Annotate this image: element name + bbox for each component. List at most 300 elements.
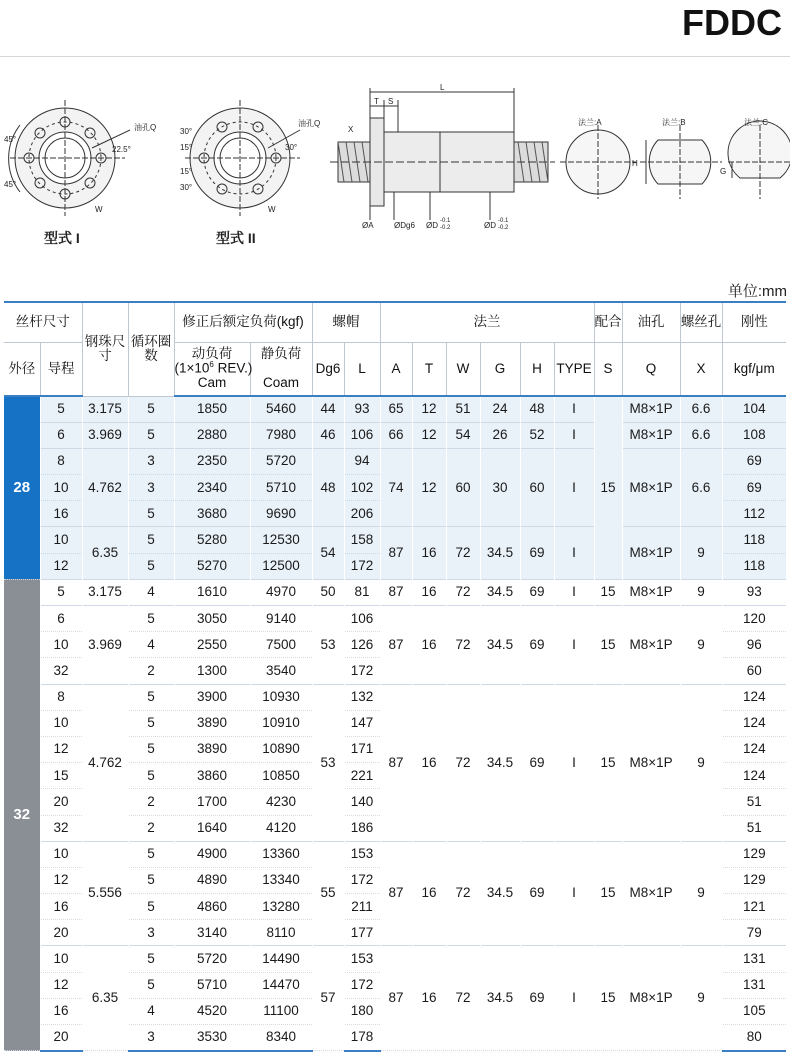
- cell-q: M8×1P: [622, 606, 680, 685]
- type2-angle-15a: 15°: [180, 143, 193, 152]
- cell-cam: 2550: [174, 632, 250, 658]
- type2-angle-30c: 30°: [285, 143, 298, 152]
- cell-w: 60: [446, 448, 480, 527]
- type1-label: 型式 I: [44, 230, 80, 246]
- cell-a: 87: [380, 606, 412, 685]
- cell-cam: 2340: [174, 475, 250, 501]
- cell-t: 16: [412, 606, 446, 685]
- cell-cam: 1610: [174, 579, 250, 605]
- cell-g: 34.5: [480, 946, 520, 1051]
- cell-w: 72: [446, 684, 480, 841]
- type1-w-label: W: [95, 205, 103, 214]
- cell-l: 132: [344, 684, 380, 710]
- cell-cam: 1300: [174, 658, 250, 684]
- cell-w: 72: [446, 606, 480, 685]
- th-lead: 导程: [40, 342, 82, 396]
- type1-angle-45a: 45°: [4, 135, 17, 144]
- cell-coam: 10910: [250, 710, 312, 736]
- cell-l: 172: [344, 553, 380, 579]
- cell-l: 178: [344, 1025, 380, 1051]
- th-dynamic: 动负荷 ($1\times 10^6$ REV.) Cam: [174, 342, 250, 396]
- cell-ball: 6.35: [82, 527, 128, 579]
- cell-type: I: [554, 422, 594, 448]
- cell-k: 69: [722, 475, 786, 501]
- cell-type: I: [554, 684, 594, 841]
- cell-circuits: 5: [128, 396, 174, 422]
- cell-circuits: 3: [128, 920, 174, 946]
- th-screw-size: 丝杆尺寸: [4, 302, 82, 342]
- flange-a-drawing: [560, 125, 636, 199]
- flange-b-h-label: H: [632, 159, 638, 168]
- cell-l: 172: [344, 658, 380, 684]
- cell-cam: 3140: [174, 920, 250, 946]
- dim-t-label: T: [374, 97, 379, 106]
- cell-circuits: 4: [128, 998, 174, 1024]
- cell-circuits: 5: [128, 684, 174, 710]
- cell-type: I: [554, 448, 594, 527]
- cell-l: 147: [344, 710, 380, 736]
- cell-k: 124: [722, 710, 786, 736]
- cell-coam: 11100: [250, 998, 312, 1024]
- cell-lead: 8: [40, 448, 82, 474]
- cell-w: 51: [446, 396, 480, 422]
- cell-s: 15: [594, 841, 622, 946]
- cell-h: 69: [520, 579, 554, 605]
- cell-k: 51: [722, 789, 786, 815]
- cell-g: 34.5: [480, 579, 520, 605]
- type1-flange-drawing: [9, 100, 130, 216]
- cell-circuits: 3: [128, 1025, 174, 1051]
- cell-type: I: [554, 606, 594, 685]
- cell-coam: 5720: [250, 448, 312, 474]
- cell-k: 69: [722, 448, 786, 474]
- drawings-area: [0, 70, 790, 270]
- cell-cam: 5280: [174, 527, 250, 553]
- unit-label: 单位:mm: [727, 283, 787, 300]
- type2-flange-drawing: [185, 100, 300, 216]
- cell-l: 158: [344, 527, 380, 553]
- cell-ball: 4.762: [82, 684, 128, 841]
- cell-k: 80: [722, 1025, 786, 1051]
- cell-q: M8×1P: [622, 527, 680, 579]
- cell-dg6: 44: [312, 396, 344, 422]
- cell-cam: 3860: [174, 763, 250, 789]
- cell-lead: 10: [40, 527, 82, 553]
- cell-l: 81: [344, 579, 380, 605]
- cell-lead: 6: [40, 606, 82, 632]
- table-row: [4, 684, 786, 710]
- th-s: S: [594, 342, 622, 396]
- cell-h: 52: [520, 422, 554, 448]
- cell-coam: 14470: [250, 972, 312, 998]
- cell-ball: 3.175: [82, 396, 128, 422]
- cell-circuits: 5: [128, 553, 174, 579]
- cell-k: 120: [722, 606, 786, 632]
- cell-a: 87: [380, 946, 412, 1051]
- cell-l: 102: [344, 475, 380, 501]
- cell-lead: 10: [40, 841, 82, 867]
- cell-lead: 5: [40, 579, 82, 605]
- cell-cam: 4890: [174, 867, 250, 893]
- cell-l: 171: [344, 736, 380, 762]
- cell-l: 177: [344, 920, 380, 946]
- cell-dg6: 55: [312, 841, 344, 946]
- cell-k: 105: [722, 998, 786, 1024]
- cell-coam: 12500: [250, 553, 312, 579]
- th-t: T: [412, 342, 446, 396]
- cell-lead: 10: [40, 632, 82, 658]
- cell-circuits: 5: [128, 867, 174, 893]
- cell-coam: 13360: [250, 841, 312, 867]
- cell-q: M8×1P: [622, 422, 680, 448]
- cell-l: 221: [344, 763, 380, 789]
- nut-side-drawing: [330, 88, 555, 220]
- cell-circuits: 2: [128, 815, 174, 841]
- cell-lead: 16: [40, 998, 82, 1024]
- th-oil: 油孔: [622, 302, 680, 342]
- cell-cam: 4860: [174, 894, 250, 920]
- cell-lead: 20: [40, 789, 82, 815]
- cell-coam: 8110: [250, 920, 312, 946]
- cell-coam: 5460: [250, 396, 312, 422]
- cell-cam: 3050: [174, 606, 250, 632]
- type1-angle-45b: 45°: [4, 180, 17, 189]
- flange-c-g-label: G: [720, 167, 727, 176]
- dim-l-label: L: [440, 83, 445, 92]
- table-row: [4, 579, 786, 605]
- cell-cam: 2350: [174, 448, 250, 474]
- cell-cam: 1700: [174, 789, 250, 815]
- cell-dg6: 50: [312, 579, 344, 605]
- cell-t: 16: [412, 841, 446, 946]
- table-row: [4, 946, 786, 972]
- cell-circuits: 5: [128, 841, 174, 867]
- cell-cam: 3530: [174, 1025, 250, 1051]
- type2-angle-30b: 30°: [180, 183, 193, 192]
- od-32: 32: [4, 579, 40, 1050]
- th-stiffness: 刚性: [722, 302, 786, 342]
- cell-coam: 3540: [250, 658, 312, 684]
- cell-x: 9: [680, 946, 722, 1051]
- cell-a: 87: [380, 684, 412, 841]
- cell-g: 24: [480, 396, 520, 422]
- cell-g: 34.5: [480, 841, 520, 946]
- th-q: Q: [622, 342, 680, 396]
- cell-k: 93: [722, 579, 786, 605]
- cell-l: 172: [344, 972, 380, 998]
- cell-k: 129: [722, 867, 786, 893]
- cell-x: 9: [680, 606, 722, 685]
- type1-oil-label: 油孔Q: [134, 123, 157, 132]
- cell-l: 106: [344, 422, 380, 448]
- cell-w: 72: [446, 946, 480, 1051]
- cell-s: 15: [594, 684, 622, 841]
- cell-x: 6.6: [680, 448, 722, 527]
- th-static: 静负荷 Coam: [250, 342, 312, 396]
- cell-ball: 3.175: [82, 579, 128, 605]
- cell-dg6: 57: [312, 946, 344, 1051]
- cell-ball: 3.969: [82, 422, 128, 448]
- dim-s-label: S: [388, 97, 394, 106]
- type2-oil-label: 油孔Q: [298, 119, 321, 128]
- cell-coam: 5710: [250, 475, 312, 501]
- cell-coam: 4120: [250, 815, 312, 841]
- cell-s: 15: [594, 606, 622, 685]
- cell-l: 93: [344, 396, 380, 422]
- cell-g: 34.5: [480, 684, 520, 841]
- th-ball: 钢珠尺寸: [82, 302, 128, 396]
- cell-k: 112: [722, 501, 786, 527]
- cell-x: 9: [680, 841, 722, 946]
- cell-circuits: 5: [128, 736, 174, 762]
- cell-cam: 4900: [174, 841, 250, 867]
- th-thread: 螺丝孔: [680, 302, 722, 342]
- cell-w: 54: [446, 422, 480, 448]
- dia-d2-tol2: -0.2: [498, 225, 509, 231]
- cell-q: M8×1P: [622, 841, 680, 946]
- cell-l: 186: [344, 815, 380, 841]
- th-a: A: [380, 342, 412, 396]
- cell-k: 96: [722, 632, 786, 658]
- cell-a: 87: [380, 841, 412, 946]
- cell-cam: 3890: [174, 710, 250, 736]
- cell-a: 87: [380, 527, 412, 579]
- th-w: W: [446, 342, 480, 396]
- cell-k: 108: [722, 422, 786, 448]
- cell-dg6: 53: [312, 606, 344, 685]
- cell-l: 126: [344, 632, 380, 658]
- table-row: [4, 448, 786, 474]
- cell-x: 6.6: [680, 422, 722, 448]
- cell-x: 9: [680, 684, 722, 841]
- type1-angle-22: 22.5°: [112, 145, 131, 154]
- cell-t: 12: [412, 396, 446, 422]
- od-28: 28: [4, 396, 40, 579]
- cell-ball: 6.35: [82, 946, 128, 1051]
- dia-a-label: ØA: [362, 221, 374, 230]
- cell-circuits: 5: [128, 894, 174, 920]
- type2-angle-30a: 30°: [180, 127, 193, 136]
- cell-t: 16: [412, 579, 446, 605]
- cell-k: 131: [722, 946, 786, 972]
- page-title: FDDC: [682, 2, 782, 43]
- cell-circuits: 5: [128, 763, 174, 789]
- flange-c-label: 法兰:C: [744, 118, 768, 127]
- table-row: [4, 841, 786, 867]
- cell-coam: 7980: [250, 422, 312, 448]
- cell-circuits: 2: [128, 658, 174, 684]
- cell-coam: 14490: [250, 946, 312, 972]
- cell-ball: 5.556: [82, 841, 128, 946]
- cell-l: 180: [344, 998, 380, 1024]
- th-circuits: 循环圈数: [128, 302, 174, 396]
- cell-lead: 10: [40, 475, 82, 501]
- cell-cam: 2880: [174, 422, 250, 448]
- cell-k: 79: [722, 920, 786, 946]
- cell-lead: 32: [40, 658, 82, 684]
- cell-lead: 12: [40, 972, 82, 998]
- th-x: X: [680, 342, 722, 396]
- cell-t: 16: [412, 946, 446, 1051]
- table-row: [4, 606, 786, 632]
- cell-circuits: 5: [128, 422, 174, 448]
- title-divider: [0, 56, 790, 57]
- cell-l: 106: [344, 606, 380, 632]
- dia-d1-tol: -0.1: [440, 218, 451, 224]
- cell-lead: 5: [40, 396, 82, 422]
- cell-t: 12: [412, 448, 446, 527]
- cell-circuits: 3: [128, 475, 174, 501]
- cell-cam: 5710: [174, 972, 250, 998]
- table-row: [4, 527, 786, 553]
- cell-lead: 8: [40, 684, 82, 710]
- cell-circuits: 5: [128, 606, 174, 632]
- spec-table: [4, 301, 786, 1052]
- cell-k: 60: [722, 658, 786, 684]
- cell-k: 131: [722, 972, 786, 998]
- cell-k: 118: [722, 527, 786, 553]
- cell-x: 9: [680, 527, 722, 579]
- cell-w: 72: [446, 527, 480, 579]
- cell-lead: 32: [40, 815, 82, 841]
- cell-lead: 16: [40, 501, 82, 527]
- flange-b-label: 法兰:B: [662, 118, 686, 127]
- cell-w: 72: [446, 579, 480, 605]
- th-fit: 配合: [594, 302, 622, 342]
- cell-circuits: 5: [128, 710, 174, 736]
- cell-lead: 15: [40, 763, 82, 789]
- cell-coam: 4230: [250, 789, 312, 815]
- cell-h: 69: [520, 684, 554, 841]
- th-flange: 法兰: [380, 302, 594, 342]
- cell-circuits: 2: [128, 789, 174, 815]
- cell-h: 60: [520, 448, 554, 527]
- cell-circuits: 4: [128, 632, 174, 658]
- th-type: TYPE: [554, 342, 594, 396]
- cell-ball: 3.969: [82, 606, 128, 685]
- cell-type: I: [554, 396, 594, 422]
- type2-w-label: W: [268, 205, 276, 214]
- cell-s: 15: [594, 579, 622, 605]
- cell-circuits: 5: [128, 946, 174, 972]
- cell-cam: 1850: [174, 396, 250, 422]
- cell-x: 6.6: [680, 396, 722, 422]
- cell-dg6: 48: [312, 448, 344, 527]
- cell-type: I: [554, 527, 594, 579]
- cell-cam: 3680: [174, 501, 250, 527]
- cell-coam: 4970: [250, 579, 312, 605]
- cell-q: M8×1P: [622, 684, 680, 841]
- dia-dg6-label: ØDg6: [394, 221, 415, 230]
- cell-coam: 12530: [250, 527, 312, 553]
- cell-lead: 16: [40, 894, 82, 920]
- cell-k: 124: [722, 763, 786, 789]
- cell-lead: 12: [40, 553, 82, 579]
- dia-d2-label: ØD: [484, 221, 496, 230]
- type2-label: 型式 II: [216, 230, 256, 246]
- cell-coam: 9140: [250, 606, 312, 632]
- dim-x-label: X: [348, 125, 354, 134]
- dia-d2-tol: -0.1: [498, 218, 509, 224]
- dia-d1-label: ØD: [426, 221, 438, 230]
- cell-q: M8×1P: [622, 946, 680, 1051]
- cell-h: 69: [520, 527, 554, 579]
- cell-lead: 10: [40, 710, 82, 736]
- cell-type: I: [554, 579, 594, 605]
- cell-l: 94: [344, 448, 380, 474]
- cell-q: M8×1P: [622, 448, 680, 527]
- cell-circuits: 4: [128, 579, 174, 605]
- cell-coam: 10850: [250, 763, 312, 789]
- cell-k: 51: [722, 815, 786, 841]
- cell-g: 30: [480, 448, 520, 527]
- cell-lead: 6: [40, 422, 82, 448]
- cell-ball: 4.762: [82, 448, 128, 527]
- cell-s: 15: [594, 946, 622, 1051]
- table-row: [4, 422, 786, 448]
- th-nut: 螺帽: [312, 302, 380, 342]
- cell-k: 124: [722, 684, 786, 710]
- cell-l: 211: [344, 894, 380, 920]
- cell-k: 104: [722, 396, 786, 422]
- cell-cam: 5720: [174, 946, 250, 972]
- cell-a: 66: [380, 422, 412, 448]
- cell-l: 172: [344, 867, 380, 893]
- th-od: 外径: [4, 342, 40, 396]
- cell-type: I: [554, 946, 594, 1051]
- cell-circuits: 5: [128, 527, 174, 553]
- cell-lead: 12: [40, 736, 82, 762]
- table-row: [4, 396, 786, 422]
- th-l: L: [344, 342, 380, 396]
- cell-coam: 13280: [250, 894, 312, 920]
- cell-dg6: 46: [312, 422, 344, 448]
- cell-h: 69: [520, 946, 554, 1051]
- cell-cam: 5270: [174, 553, 250, 579]
- cell-lead: 10: [40, 946, 82, 972]
- type2-angle-15b: 15°: [180, 167, 193, 176]
- cell-q: M8×1P: [622, 396, 680, 422]
- cell-g: 34.5: [480, 527, 520, 579]
- cell-t: 16: [412, 684, 446, 841]
- cell-coam: 13340: [250, 867, 312, 893]
- technical-drawings: [0, 70, 790, 270]
- cell-circuits: 3: [128, 448, 174, 474]
- cell-k: 121: [722, 894, 786, 920]
- cell-l: 153: [344, 841, 380, 867]
- cell-dg6: 53: [312, 684, 344, 841]
- dia-d1-tol2: -0.2: [440, 225, 451, 231]
- flange-c-drawing: [728, 121, 790, 199]
- cell-cam: 3890: [174, 736, 250, 762]
- cell-x: 9: [680, 579, 722, 605]
- cell-coam: 9690: [250, 501, 312, 527]
- cell-lead: 20: [40, 920, 82, 946]
- cell-k: 129: [722, 841, 786, 867]
- cell-h: 48: [520, 396, 554, 422]
- cell-q: M8×1P: [622, 579, 680, 605]
- cell-a: 74: [380, 448, 412, 527]
- cell-coam: 8340: [250, 1025, 312, 1051]
- cell-t: 12: [412, 422, 446, 448]
- cell-lead: 12: [40, 867, 82, 893]
- cell-type: I: [554, 841, 594, 946]
- cell-w: 72: [446, 841, 480, 946]
- th-kgf: kgf/μm: [722, 342, 786, 396]
- cell-lead: 20: [40, 1025, 82, 1051]
- cell-cam: 3900: [174, 684, 250, 710]
- cell-cam: 4520: [174, 998, 250, 1024]
